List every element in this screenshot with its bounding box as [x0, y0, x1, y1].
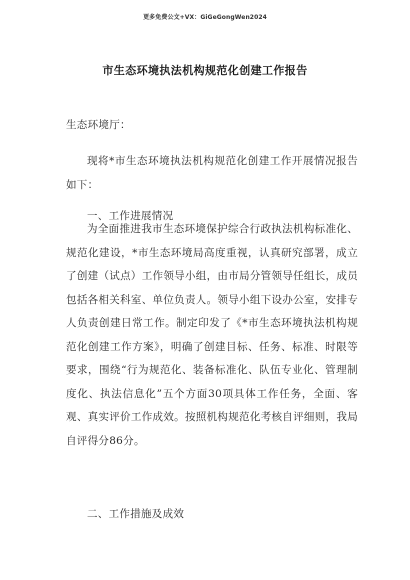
document-title: 市生态环境执法机构规范化创建工作报告	[102, 64, 308, 77]
section-heading-1: 一、工作进展情况	[87, 210, 174, 222]
intro-paragraph: 现将*市生态环境执法机构规范化创建工作开展情况报告如下：	[66, 155, 358, 191]
section-heading-2: 二、工作措施及成效	[87, 508, 185, 520]
salutation: 生态环境厅：	[66, 119, 131, 131]
section-paragraph-1	[66, 218, 358, 453]
header-watermark: 更多免费公文+VX：GiGeGongWen2024	[143, 14, 267, 21]
section-paragraph-1-text: 为全面推进我市生态环境保护综合行政执法机构标准化、规范化建设，*市生态环境局高度重视，认真研究部署，成立了创建（试点）工作领导小组，由市局分管领导任组长，成员包括各相关科室、单位负责人。领导小组下设办公室，安排专人负责创建日常工作。制定印发了《*市生态环境执法机构规范化创建工作方案》，明确了创建目标、任务、标准、时限等要求，围绕“行为规范化、装备标准化、队伍专业化、管理制度化、执法信息化”五个方面30项具体工作任务，全面、客观、真实评价工作成效。按照机构规范化考核自评细则，我局自评得分86分。	[66, 223, 358, 447]
